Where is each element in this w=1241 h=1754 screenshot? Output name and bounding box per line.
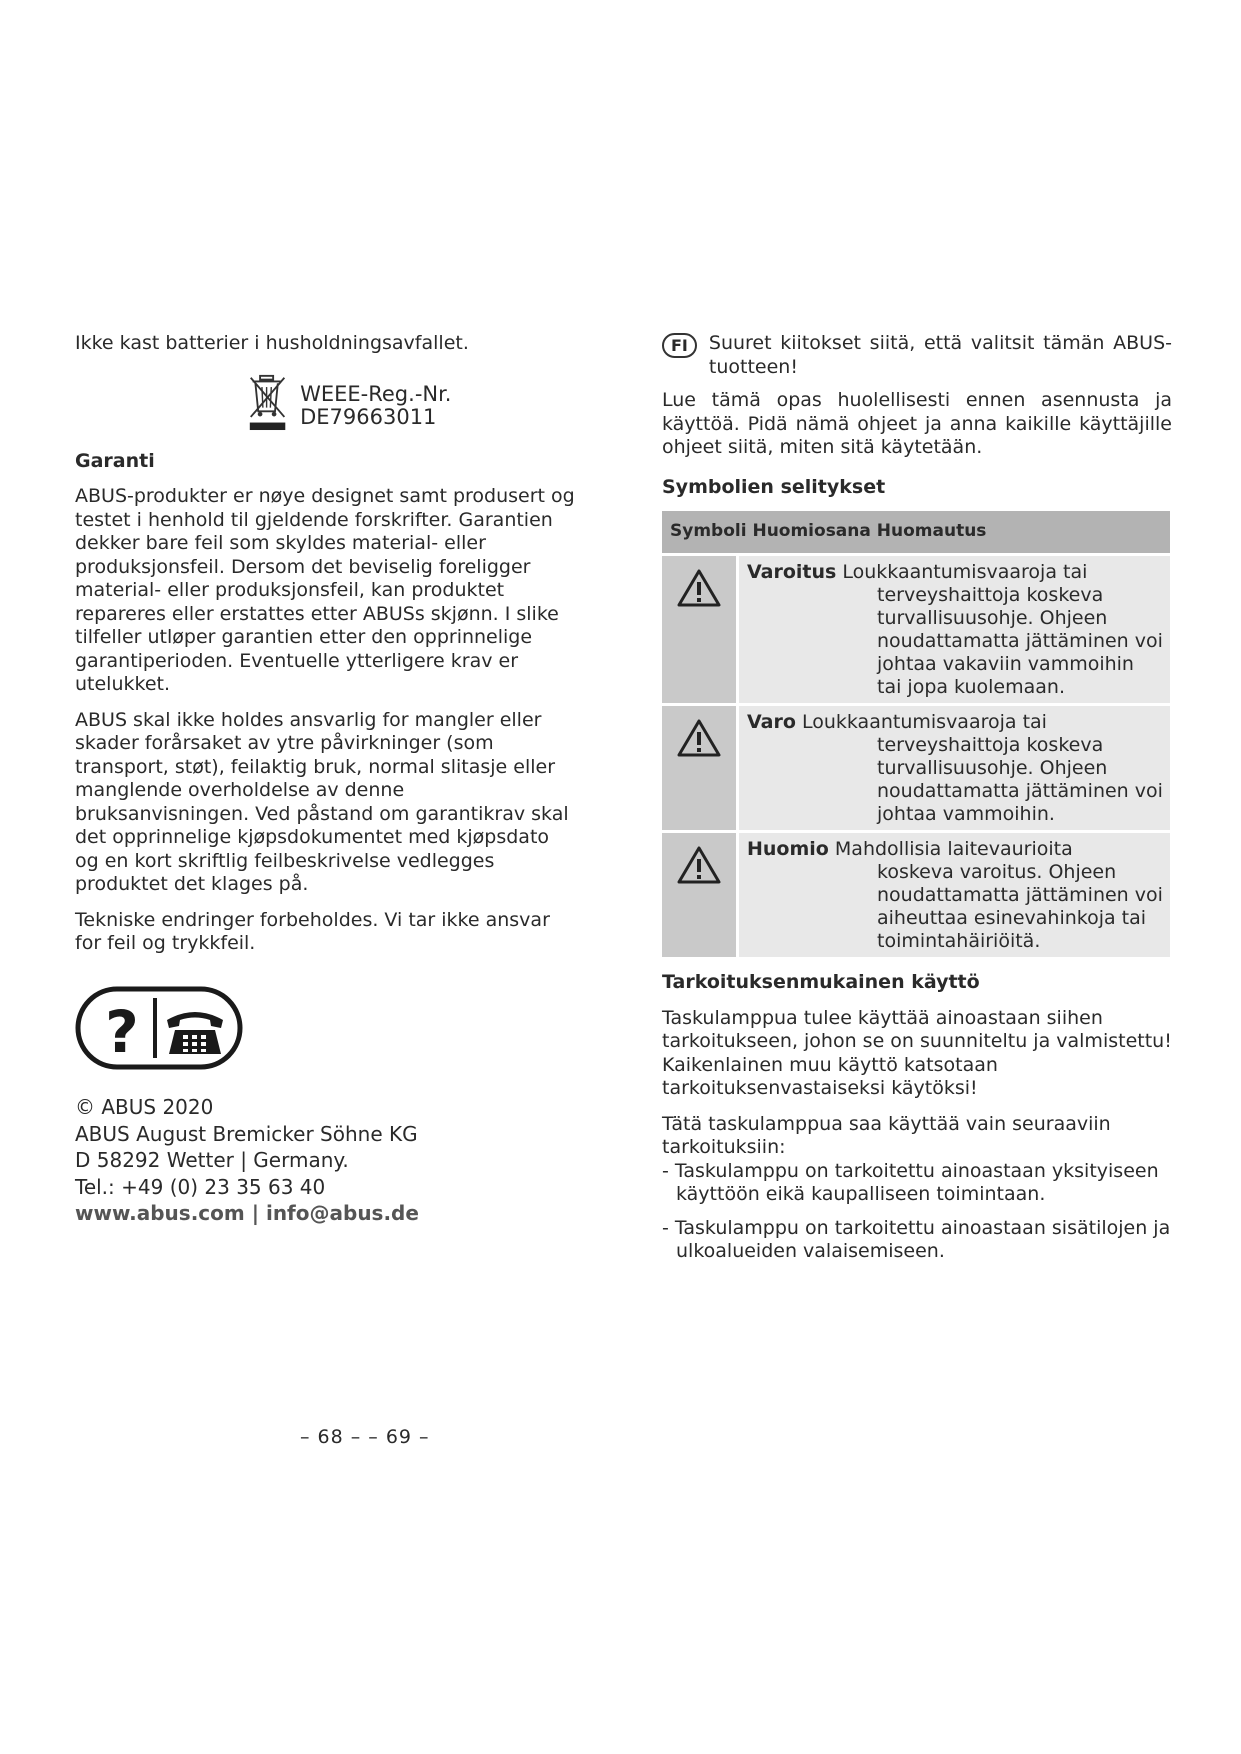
- guarantee-heading: Garanti: [75, 449, 155, 472]
- usage-paragraph-2: Tätä taskulamppua saa käyttää vain seuraaviin tarkoituksiin:: [662, 1112, 1111, 1158]
- crossed-bin-icon: [247, 370, 288, 434]
- battery-disposal-note: Ikke kast batterier i husholdningsavfallet.: [75, 332, 469, 354]
- usage-heading: Tarkoituksenmukainen käyttö: [662, 971, 980, 993]
- usage-bullet-2: - Taskulamppu on tarkoitettu ainoastaan sisätilojen ja ulkoalueiden valaisemiseen.: [662, 1216, 1171, 1262]
- signal-word: Varo: [747, 711, 796, 733]
- signal-word: Huomio: [747, 838, 829, 860]
- usage-bullet-1: - Taskulamppu on tarkoitettu ainoastaan yksityiseen käyttöön eikä kaupalliseen toimintaan.: [662, 1159, 1159, 1205]
- weee-row: [247, 370, 575, 434]
- symbols-table-header-row: [662, 511, 1170, 555]
- language-badge: FI: [662, 333, 697, 358]
- symbol-cell: [662, 555, 738, 705]
- symbols-table: [662, 511, 1170, 957]
- copyright-text: © ABUS 2020: [75, 1095, 214, 1119]
- guarantee-paragraph-3: Tekniske endringer forbeholdes. Vi tar ikke ansvar for feil og trykkfeil.: [75, 908, 550, 954]
- symbol-cell: [662, 705, 738, 832]
- help-phone-icon: [75, 986, 243, 1070]
- svg-text:?: ?: [105, 997, 139, 1066]
- company-contact-block: [75, 1094, 575, 1227]
- description-first-line: Mahdollisia laitevaurioita: [834, 838, 1073, 860]
- company-phone: Tel.: +49 (0) 23 35 63 40: [75, 1174, 326, 1199]
- table-row: [662, 705, 1170, 832]
- symbol-cell: [662, 832, 738, 958]
- description-cell: [738, 705, 1171, 832]
- weee-reg-number: WEEE-Reg.-Nr. DE79663011: [300, 381, 452, 429]
- description-text: terveyshaittoja koskeva turvallisuusohje. Ohjeen noudattamatta jättäminen voi johtaa vakaviin vammoihin tai jopa kuolemaan.: [877, 584, 1163, 698]
- company-name: ABUS August Bremicker Söhne KG: [75, 1121, 418, 1146]
- finnish-column: [662, 332, 1172, 1264]
- symbols-table-header: Symboli Huomiosana Huomautus: [662, 511, 1170, 555]
- page-numbers: – 68 – – 69 –: [300, 1426, 430, 1448]
- table-row: [662, 832, 1170, 958]
- description-text: koskeva varoitus. Ohjeen noudattamatta jättäminen voi aiheuttaa esinevahinkoja tai toimintahäiriöitä.: [877, 861, 1163, 952]
- table-row: [662, 555, 1170, 705]
- description-text: terveyshaittoja koskeva turvallisuusohje. Ohjeen noudattamatta jättäminen voi johtaa vammoihin.: [877, 734, 1163, 825]
- company-address: D 58292 Wetter | Germany.: [75, 1148, 349, 1172]
- guarantee-paragraph-2: ABUS skal ikke holdes ansvarlig for mangler eller skader forårsaket av ytre påvirkninger (som transport, støt), feilaktig bruk, normal slitasje eller manglende overholdelse av denne bruksanvisningen. Ved påstand om garantikrav skal det opprinnelige kjøpsdokumentet med kjøpsdato og en kort skriftlig feilbeskrivelse vedlegges produktet det klages på.: [75, 708, 569, 895]
- norwegian-column: [75, 332, 575, 1227]
- symbols-heading: Symbolien selitykset: [662, 475, 886, 498]
- description-cell: [738, 832, 1171, 958]
- description-cell: [738, 555, 1171, 705]
- guarantee-paragraph-1: ABUS-produkter er nøye designet samt produsert og testet i henhold til gjeldende forskrifter. Garantien dekker bare feil som skyldes material- eller produksjonsfeil. Dersom det beviselig foreligger material- eller produksjonsfeil, kan produktet repareres eller erstattes etter ABUSs skjønn. I slike tilfeller utløper garantien etter den opprinnelige garantiperioden. Eventuelle ytterligere krav er utelukket.: [75, 485, 575, 695]
- usage-paragraph-1: Taskulamppua tulee käyttää ainoastaan siihen tarkoitukseen, johon se on suunniteltu ja valmistettu! Kaikenlainen muu käyttö katsotaan tarkoituksenvastaiseksi käytöksi!: [662, 1006, 1172, 1099]
- web-email-link[interactable]: www.abus.com | info@abus.de: [75, 1201, 419, 1225]
- description-first-line: Loukkaantumisvaaroja tai: [842, 561, 1088, 583]
- description-first-line: Loukkaantumisvaaroja tai: [801, 711, 1047, 733]
- warning-triangle-icon: [676, 845, 722, 885]
- read-manual-text: Lue tämä opas huolellisesti ennen asennusta ja käyttöä. Pidä nämä ohjeet ja anna kaikille käyttäjille ohjeet siitä, miten sitä käytetään.: [662, 389, 1172, 458]
- intro-row: [662, 332, 1172, 379]
- thanks-text: Suuret kiitokset siitä, että valitsit tämän ABUS-tuotteen!: [708, 332, 1172, 378]
- signal-word: Varoitus: [747, 561, 837, 583]
- warning-triangle-icon: [676, 718, 722, 758]
- warning-triangle-icon: [676, 568, 722, 608]
